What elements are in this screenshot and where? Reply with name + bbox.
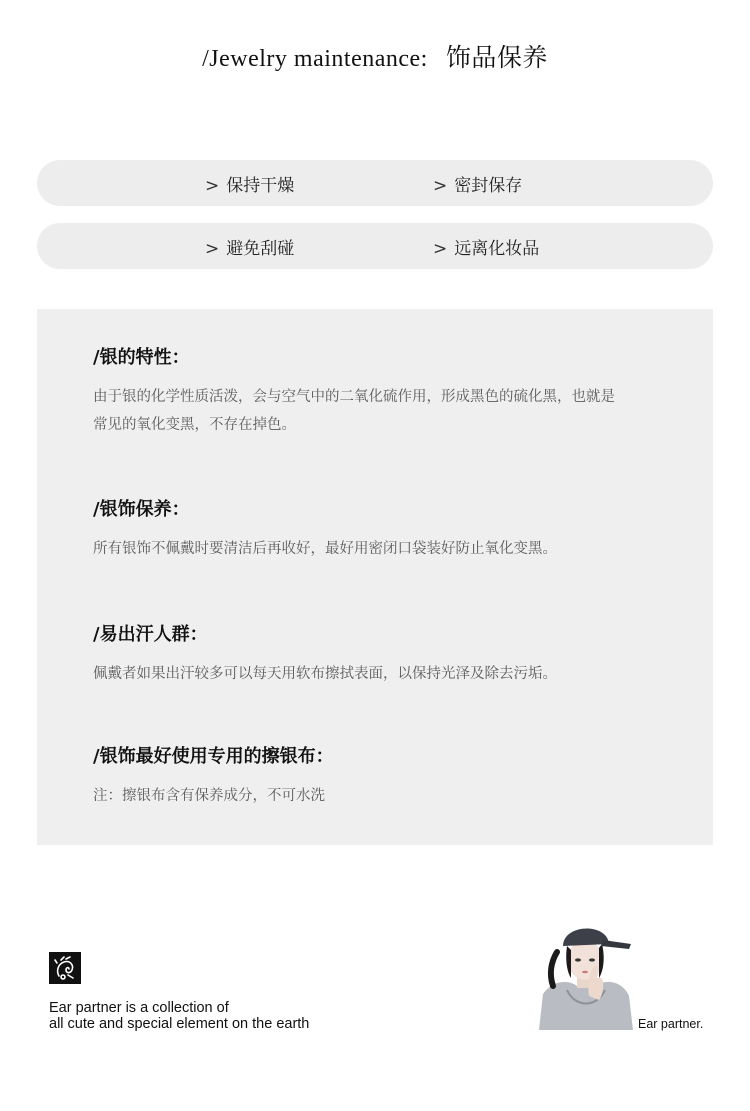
section-heading: /银饰最好使用专用的擦银布： — [93, 746, 334, 767]
section-heading: /银的特性： — [93, 347, 190, 368]
section-body: 所有银饰不佩戴时要清洁后再收好，最好用密闭口袋装好防止氧化变黑。 — [93, 541, 557, 557]
tips-row-2 — [37, 223, 713, 269]
page-title-en: /Jewelry maintenance: — [202, 46, 428, 72]
section-silver-properties — [93, 343, 673, 439]
section-sweaty-people — [93, 620, 673, 688]
brand-name: Ear partner. — [638, 1017, 704, 1031]
tip-sealed-storage: > 密封保存 — [433, 176, 523, 196]
tip-avoid-scratches: > 避免刮碰 — [205, 239, 295, 259]
arrow-icon: > — [433, 176, 448, 196]
section-polishing-cloth — [93, 742, 673, 810]
section-body: 注：擦银布含有保养成分，不可水洗 — [93, 788, 325, 804]
arrow-icon: > — [205, 176, 220, 196]
model-photo — [537, 916, 635, 1030]
brand-tagline: Ear partner is a collection of all cute and special element on the earth — [49, 1000, 310, 1032]
ear-logo-icon — [49, 952, 81, 984]
page-title-zh: 饰品保养 — [445, 43, 548, 72]
section-body: 佩戴者如果出汗较多可以每天用软布擦拭表面，以保持光泽及除去污垢。 — [93, 666, 557, 682]
arrow-icon: > — [205, 239, 220, 259]
section-heading: /银饰保养： — [93, 499, 190, 520]
tips-row-1 — [37, 160, 713, 206]
section-body: 由于银的化学性质活泼，会与空气中的二氧化硫作用，形成黑色的硫化黑，也就是 常见的氧化变黑，不存在掉色。 — [93, 389, 615, 433]
section-heading: /易出汗人群： — [93, 624, 208, 645]
page-title — [0, 38, 750, 74]
tip-away-from-cosmetics: > 远离化妆品 — [433, 239, 540, 259]
tip-keep-dry: > 保持干燥 — [205, 176, 295, 196]
arrow-icon: > — [433, 239, 448, 259]
care-info-panel — [37, 309, 713, 845]
section-silver-care — [93, 495, 673, 563]
